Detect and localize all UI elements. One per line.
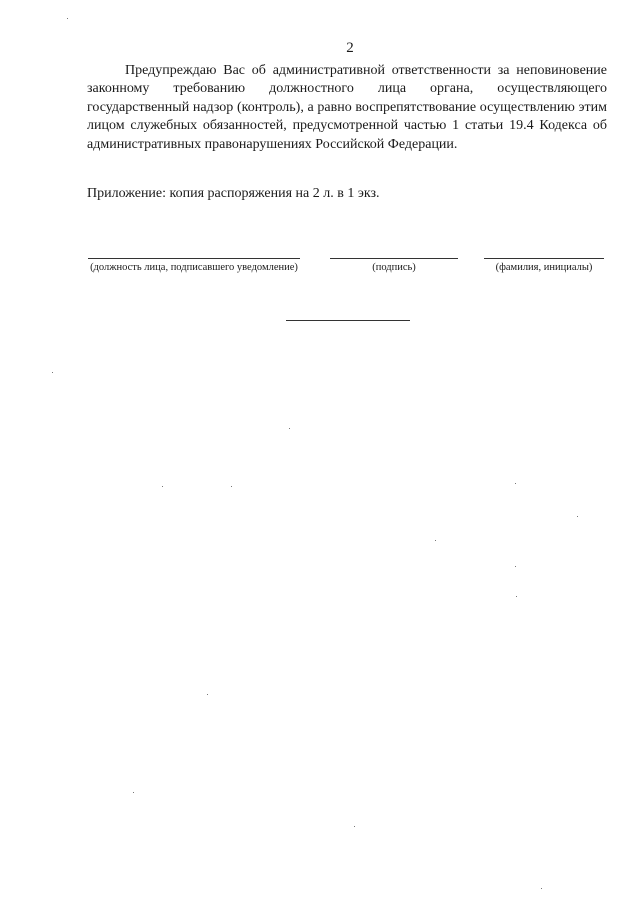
scan-speck — [289, 428, 290, 429]
scan-speck — [541, 888, 542, 889]
signature-caption: (подпись) — [372, 262, 416, 273]
end-of-document-line — [286, 320, 410, 321]
scan-speck — [231, 486, 232, 487]
scan-speck — [52, 372, 53, 373]
scan-speck — [577, 516, 578, 517]
scan-speck — [162, 486, 163, 487]
attachment-note: Приложение: копия распоряжения на 2 л. в 1 экз. — [87, 186, 380, 201]
scan-speck — [435, 540, 436, 541]
scan-speck — [207, 694, 208, 695]
position-caption: (должность лица, подписавшего уведомление) — [90, 262, 298, 273]
signature-line — [330, 258, 458, 259]
scan-speck — [133, 792, 134, 793]
warning-paragraph: Предупреждаю Вас об административной ответственности за неповиновение законному требованию должностного лица органа, осуществляющего государственный надзор (контроль), а равно воспрепятствование осуществлению этим лицом служебных обязанностей, предусмотренной частью 1 статьи 19.4 Кодекса об административных правонарушениях Российской Федерации. — [87, 63, 607, 152]
scan-speck — [354, 826, 355, 827]
name-signature-line — [484, 258, 604, 259]
page-number: 2 — [346, 40, 354, 56]
scan-speck — [515, 566, 516, 567]
position-signature-line — [88, 258, 300, 259]
scan-speck — [515, 483, 516, 484]
name-caption: (фамилия, инициалы) — [495, 262, 593, 273]
scan-speck — [516, 596, 517, 597]
scan-speck — [67, 18, 68, 19]
